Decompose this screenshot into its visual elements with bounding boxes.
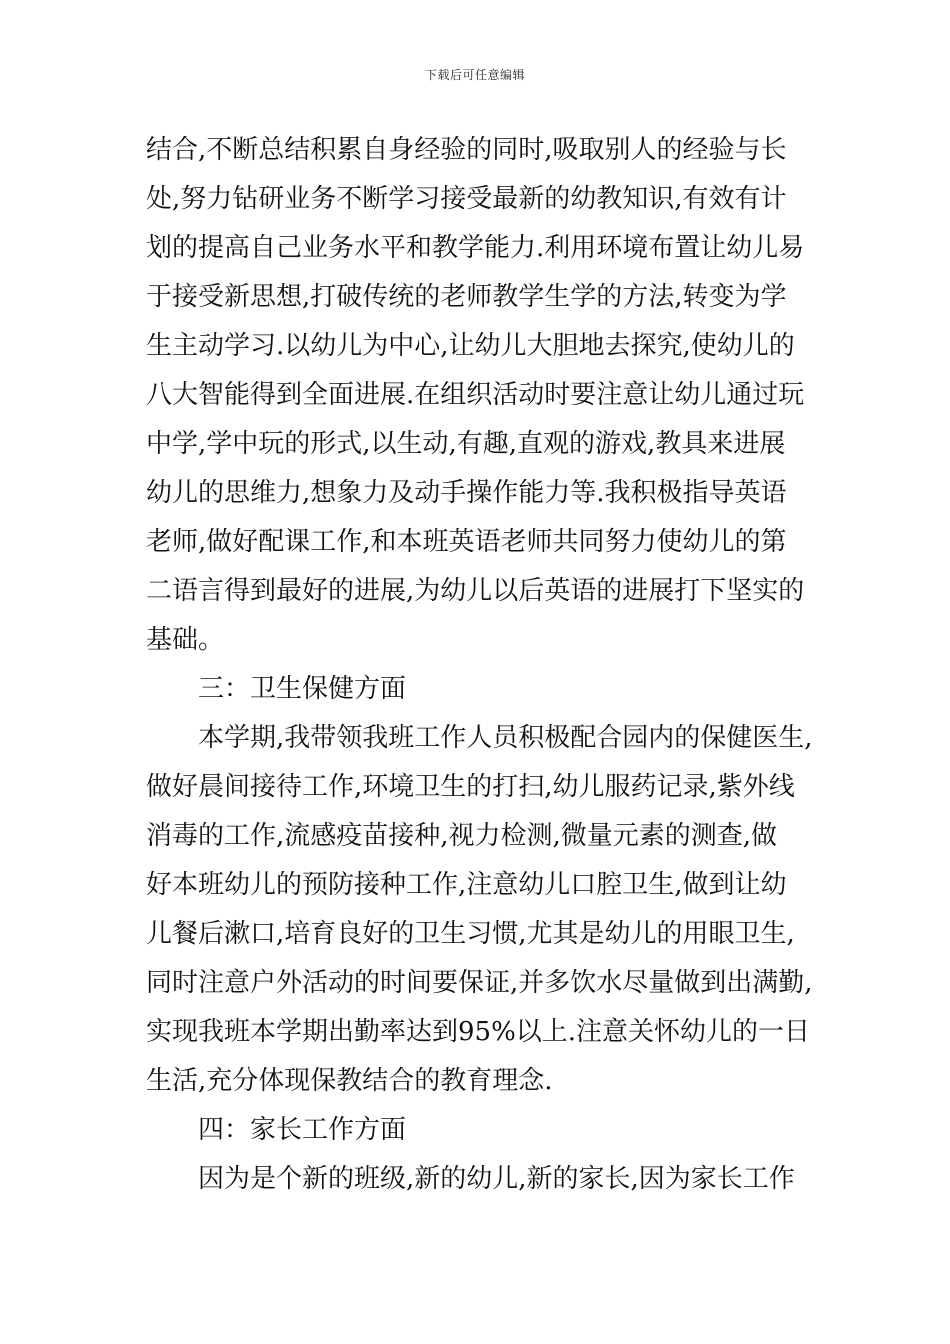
section-heading: 三：卫生保健方面 — [198, 674, 407, 704]
body-line: 同时注意户外活动的时间要保证,并多饮水尽量做到出满勤, — [146, 968, 813, 998]
body-line: 于接受新思想,打破传统的老师教学生学的方法,转变为学 — [146, 282, 787, 312]
body-line: 老师,做好配课工作,和本班英语老师共同努力使幼儿的第 — [146, 527, 787, 557]
body-line: 因为是个新的班级,新的幼儿,新的家长,因为家长工作 — [198, 1164, 795, 1194]
body-line: 结合,不断总结积累自身经验的同时,吸取别人的经验与长 — [146, 135, 787, 165]
body-line: 八大智能得到全面进展.在组织活动时要注意让幼儿通过玩 — [146, 380, 805, 410]
body-line: 基础。 — [146, 625, 225, 655]
body-line: 儿餐后漱口,培育良好的卫生习惯,尤其是幼儿的用眼卫生, — [146, 919, 795, 949]
body-line: 处,努力钻研业务不断学习接受最新的幼教知识,有效有计 — [146, 184, 787, 214]
header-note: 下载后可任意编辑 — [424, 68, 525, 82]
body-line: 生活,充分体现保教结合的教育理念. — [146, 1066, 553, 1096]
body-line: 做好晨间接待工作,环境卫生的打扫,幼儿服药记录,紫外线 — [146, 772, 795, 802]
body-line: 幼儿的思维力,想象力及动手操作能力等.我积极指导英语 — [146, 478, 787, 508]
body-line: 划的提高自己业务水平和教学能力.利用环境布置让幼儿易 — [146, 233, 805, 263]
body-line: 生主动学习.以幼儿为中心,让幼儿大胆地去探究,使幼儿的 — [146, 331, 795, 361]
body-line: 好本班幼儿的预防接种工作,注意幼儿口腔卫生,做到让幼 — [146, 870, 787, 900]
body-line: 实现我班本学期出勤率达到95%以上.注意关怀幼儿的一日 — [146, 1017, 811, 1047]
body-line: 消毒的工作,流感疫苗接种,视力检测,微量元素的测查,做 — [146, 821, 778, 851]
body-line: 本学期,我带领我班工作人员积极配合园内的保健医生, — [198, 723, 813, 753]
body-line: 二语言得到最好的进展,为幼儿以后英语的进展打下坚实的 — [146, 576, 805, 606]
document-body — [146, 126, 816, 1204]
body-line: 中学,学中玩的形式,以生动,有趣,直观的游戏,教具来进展 — [146, 429, 786, 459]
section-heading: 四：家长工作方面 — [198, 1115, 407, 1145]
